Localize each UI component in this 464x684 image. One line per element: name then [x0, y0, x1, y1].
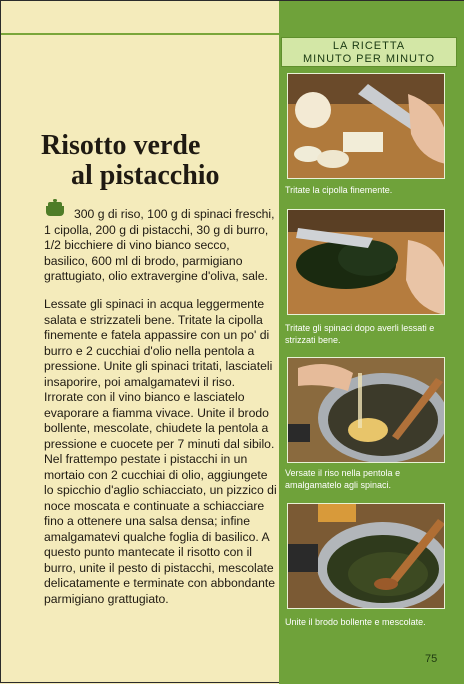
recipe-title-line-2: al pistacchio [71, 160, 220, 191]
step-caption-3: Versate il riso nella pentola e amalgamatelo agli spinaci. [285, 468, 401, 490]
top-rule [1, 33, 281, 35]
step-caption-1: Tritate la cipolla finemente. [285, 185, 393, 195]
step-photo-broth [287, 503, 445, 609]
sidebar-header-line-2: MINUTO PER MINUTO [302, 53, 436, 65]
recipe-title-line-1: Risotto verde [41, 130, 201, 161]
sidebar-header [281, 37, 457, 67]
step-photo-rice [287, 357, 445, 463]
page-number: 75 [425, 653, 438, 665]
sidebar-header-line-1: LA RICETTA [332, 40, 406, 52]
recipe-title [41, 131, 271, 191]
step-caption-2: Tritate gli spinaci dopo averli lessati e strizzati bene. [285, 323, 435, 345]
step-caption-4: Unite il brodo bollente e mescolate. [285, 617, 426, 627]
method-text: Lessate gli spinaci in acqua leggermente salata e strizzateli bene. Tritate la cipolla finemente e fatela appassire con un po' di burro e 2 cucchiai d'olio nella pentola a pressione. Unite gli spinaci tritati, lasciateli insaporire, poi amalgamatevi il riso. Irrorate con il vino bianco e lasciatelo evaporare a fiamma vivace. Unite il brodo bollente, mescolate, chiudete la pentola a pressione e cuocete per 7 minuti dal sibilo. Nel frattempo pestate i pistacchi in un mortaio con 2 cucchiai di olio, aggiungete lo spicchio d'aglio schiacciato, un pizzico di noce moscata e continuate a schiacciare fino a ottenere una salsa densa; infine amalgamatevi qualche foglia di basilico. A questo punto mantecate il risotto con il burro, unite il pesto di pistacchi, mescolate delicatamente e terminate con abbondante parmigiano grattugiato. [44, 297, 277, 606]
step-photo-spinach [287, 209, 445, 315]
ingredients-text: 300 g di riso, 100 g di spinaci freschi, 1 cipolla, 200 g di pistacchi, 30 g di burro, 1/2 bicchiere di vino bianco secco, basilico, 600 ml di brodo, parmigiano grattugiato, olio extravergine d'oliva, sale. [44, 207, 275, 283]
step-photo-onion [287, 73, 445, 179]
